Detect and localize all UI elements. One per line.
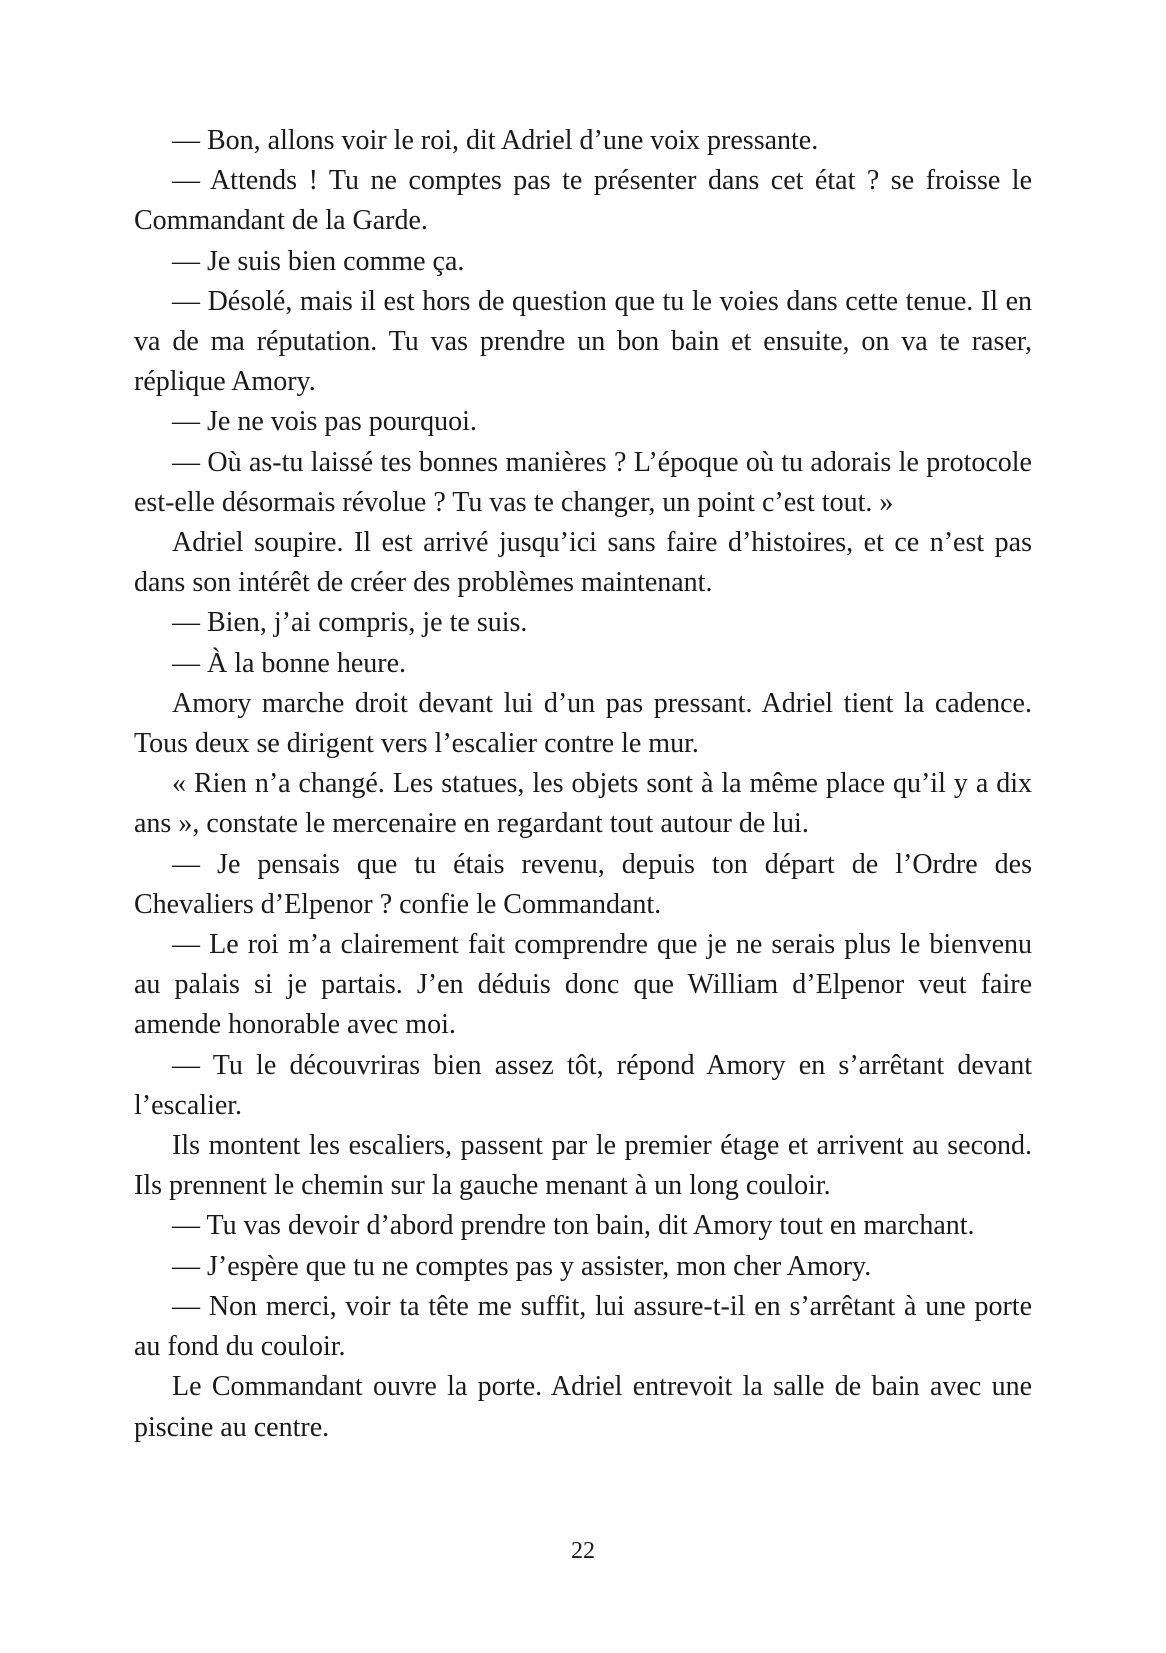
paragraph: Le Commandant ouvre la porte. Adriel entrevoit la salle de bain avec une piscine au centre.: [134, 1371, 1032, 1443]
paragraph: — Bon, allons voir le roi, dit Adriel d’une voix pressante.: [172, 125, 819, 156]
paragraph: — Bien, j’ai compris, je te suis.: [172, 607, 528, 639]
paragraph: — Non merci, voir ta tête me suffit, lui assure-t-il en s’arrêtant à une porte au fond du couloir.: [134, 1290, 1032, 1363]
paragraph: — Je pensais que tu étais revenu, depuis ton départ de l’Ordre des Chevaliers d’Elpenor ? confie le Commandant.: [134, 848, 1032, 920]
paragraph: — Tu le découvriras bien assez tôt, répond Amory en s’arrêtant devant l’escalier.: [134, 1049, 1032, 1121]
paragraph: — Désolé, mais il est hors de question que tu le voies dans cette tenue. Il en va de ma réputation. Tu vas prendre un bon bain et ensuite, on va te raser, réplique Amory.: [134, 285, 1032, 398]
paragraph: — À la bonne heure.: [172, 647, 407, 679]
paragraph: — Le roi m’a clairement fait comprendre que je ne serais plus le bienvenu au palais si je partais. J’en déduis donc que William d’Elpenor veut faire amende honorable avec moi.: [134, 929, 1032, 1041]
paragraph: Ils montent les escaliers, passent par le premier étage et arrivent au second. Ils prennent le chemin sur la gauche menant à un long couloir.: [134, 1130, 1032, 1202]
paragraph: — Je suis bien comme ça.: [172, 245, 465, 277]
paragraph: Amory marche droit devant lui d’un pas pressant. Adriel tient la cadence. Tous deux se dirigent vers l’escalier contre le mur.: [134, 687, 1032, 760]
paragraph: « Rien n’a changé. Les statues, les objets sont à la même place qu’il y a dix ans », constate le mercenaire en regardant tout autour de lui.: [134, 768, 1032, 840]
paragraph: — Attends ! Tu ne comptes pas te présenter dans cet état ? se froisse le Commandant de la Garde.: [134, 165, 1032, 237]
page-body: [134, 121, 1032, 1448]
paragraph: — Où as-tu laissé tes bonnes manières ? L’époque où tu adorais le protocole est-elle désormais révolue ? Tu vas te changer, un point c’est tout. »: [134, 446, 1032, 518]
paragraph: Adriel soupire. Il est arrivé jusqu’ici sans faire d’histoires, et ce n’est pas dans son intérêt de créer des problèmes maintenant.: [134, 527, 1032, 599]
paragraph: — J’espère que tu ne comptes pas y assister, mon cher Amory.: [172, 1250, 872, 1282]
paragraph: — Tu vas devoir d’abord prendre ton bain, dit Amory tout en marchant.: [172, 1210, 975, 1242]
page-number: 22: [571, 1538, 595, 1564]
paragraph: — Je ne vois pas pourquoi.: [172, 406, 477, 438]
